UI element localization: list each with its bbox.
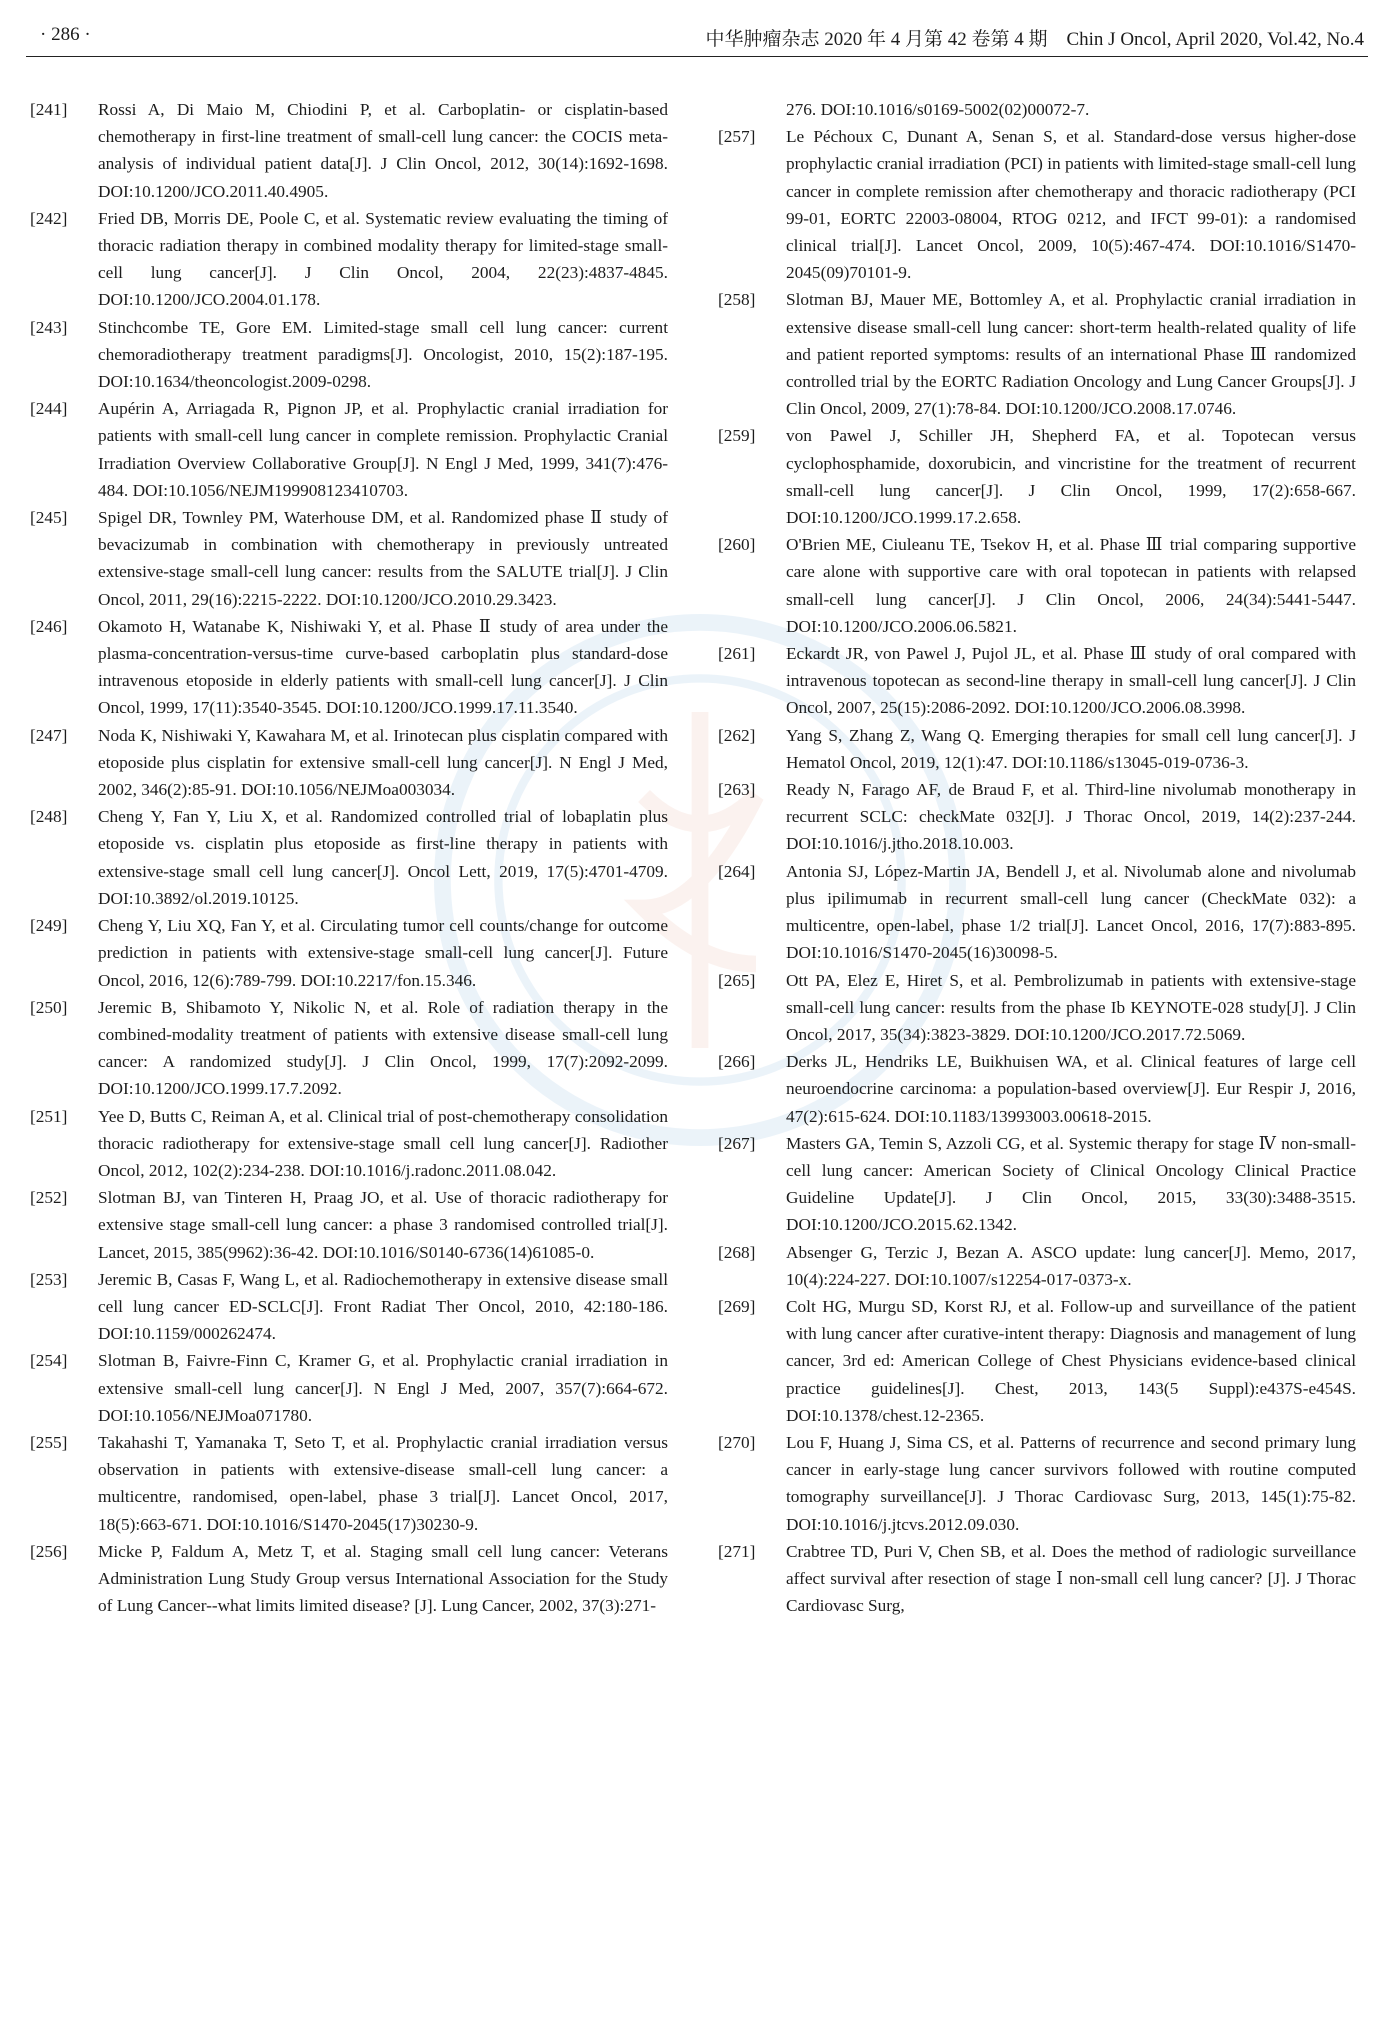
reference-item — [718, 1130, 1356, 1239]
references-left-column — [30, 96, 668, 1619]
reference-item — [718, 1239, 1356, 1293]
reference-text: Masters GA, Temin S, Azzoli CG, et al. Systemic therapy for stage Ⅳ non-small-cell lung cancer: American Society of Clinical Oncology Clinical Practice Guideline Update[J]. J Clin Oncol, 2015, 33(30):3488-3515. DOI:10.1200/JCO.2015.62.1342. — [786, 1133, 1356, 1235]
reference-number: [251] — [30, 1106, 68, 1126]
reference-number: [270] — [718, 1432, 756, 1452]
reference-number: [262] — [718, 725, 756, 745]
reference-text: Absenger G, Terzic J, Bezan A. ASCO update: lung cancer[J]. Memo, 2017, 10(4):224-227. DOI:10.1007/s12254-017-0373-x. — [786, 1242, 1356, 1289]
reference-text: Aupérin A, Arriagada R, Pignon JP, et al. Prophylactic cranial irradiation for patients with small-cell lung cancer in complete remission. Prophylactic Cranial Irradiation Overview Collaborative Group[J]. N Engl J Med, 1999, 341(7):476-484. DOI:10.1056/NEJM199908123410703. — [98, 399, 668, 500]
reference-number: [244] — [30, 399, 68, 419]
reference-number: [252] — [30, 1188, 68, 1208]
reference-text: Yang S, Zhang Z, Wang Q. Emerging therapies for small cell lung cancer[J]. J Hematol Oncol, 2019, 12(1):47. DOI:10.1186/s13045-019-0736-3. — [786, 725, 1356, 772]
reference-item — [718, 422, 1356, 531]
reference-item — [718, 1429, 1356, 1538]
reference-item — [30, 912, 668, 994]
reference-text: Eckardt JR, von Pawel J, Pujol JL, et al. Phase Ⅲ study of oral compared with intravenous topotecan as second-line therapy in small-cell lung cancer[J]. J Clin Oncol, 2007, 25(15):2086-2092. DOI:10.1200/JCO.2006.08.3998. — [786, 644, 1356, 718]
reference-number: [247] — [30, 725, 68, 745]
reference-item — [30, 1538, 668, 1620]
page-number: · 286 · — [40, 24, 91, 45]
reference-text: Ready N, Farago AF, de Braud F, et al. Third-line nivolumab monotherapy in recurrent SCLC: checkMate 032[J]. J Thorac Oncol, 2019, 14(2):237-244. DOI:10.1016/j.jtho.2018.10.003. — [786, 780, 1356, 854]
reference-number: [267] — [718, 1133, 756, 1153]
reference-item — [30, 314, 668, 396]
reference-text: Noda K, Nishiwaki Y, Kawahara M, et al. Irinotecan plus cisplatin compared with etoposide plus cisplatin for extensive small-cell lung cancer[J]. N Engl J Med, 2002, 346(2):85-91. DOI:10.1056/NEJMoa003034. — [98, 725, 668, 800]
reference-text: Slotman B, Faivre-Finn C, Kramer G, et al. Prophylactic cranial irradiation in extensive small-cell lung cancer[J]. N Engl J Med, 2007, 357(7):664-672. DOI:10.1056/NEJMoa071780. — [98, 1351, 668, 1425]
page-header — [26, 22, 1368, 57]
reference-number: [250] — [30, 997, 68, 1017]
reference-number: [269] — [718, 1296, 756, 1316]
reference-number: [268] — [718, 1242, 756, 1262]
reference-number: [245] — [30, 508, 68, 528]
reference-number: [265] — [718, 970, 756, 990]
reference-number: [249] — [30, 916, 68, 936]
reference-number: [261] — [718, 644, 756, 664]
reference-text: Crabtree TD, Puri V, Chen SB, et al. Does the method of radiologic surveillance affect survival after resection of stage Ⅰ non-small cell lung cancer? [J]. J Thorac Cardiovasc Surg, — [786, 1541, 1356, 1616]
reference-number: [257] — [718, 127, 756, 147]
reference-text: Antonia SJ, López-Martin JA, Bendell J, et al. Nivolumab alone and nivolumab plus ipilimumab in recurrent small-cell lung cancer (CheckMate 032): a multicentre, open-label, phase 1/2 trial[J]. Lancet Oncol, 2016, 17(7):883-895. DOI:10.1016/S1470-2045(16)30098-5. — [786, 861, 1356, 963]
reference-number: [246] — [30, 616, 68, 636]
reference-number: [242] — [30, 208, 68, 228]
reference-text: Cheng Y, Liu XQ, Fan Y, et al. Circulating tumor cell counts/change for outcome prediction in patients with extensive-stage small-cell lung cancer[J]. Future Oncol, 2016, 12(6):789-799. DOI:10.2217/fon.15.346. — [98, 916, 668, 990]
reference-item — [30, 395, 668, 504]
reference-item — [718, 286, 1356, 422]
reference-number: [253] — [30, 1269, 68, 1289]
reference-text: Takahashi T, Yamanaka T, Seto T, et al. Prophylactic cranial irradiation versus observation in patients with extensive-disease small-cell lung cancer: a multicentre, randomised, open-label, phase 3 trial[J]. Lancet Oncol, 2017, 18(5):663-671. DOI:10.1016/S1470-2045(17)30230-9. — [98, 1432, 668, 1534]
reference-number: [259] — [718, 426, 756, 446]
reference-text: Lou F, Huang J, Sima CS, et al. Patterns of recurrence and second primary lung cancer in early-stage lung cancer survivors followed with routine computed tomography surveillance[J]. J Thorac Cardiovasc Surg, 2013, 145(1):75-82. DOI:10.1016/j.jtcvs.2012.09.030. — [786, 1432, 1356, 1534]
reference-text: Cheng Y, Fan Y, Liu X, et al. Randomized controlled trial of lobaplatin plus etoposide vs. cisplatin plus etoposide as first-line therapy in patients with extensive-stage small cell lung cancer[J]. Oncol Lett, 2019, 17(5):4701-4709. DOI:10.3892/ol.2019.10125. — [98, 807, 668, 908]
reference-text: Colt HG, Murgu SD, Korst RJ, et al. Follow-up and surveillance of the patient with lung cancer after curative-intent therapy: Diagnosis and management of lung cancer, 3rd ed: American College of Chest Physicians evidence-based clinical practice guidelines[J]. Chest, 2013, 143(5 Suppl):e437S-e454S. DOI:10.1378/chest.12-2365. — [786, 1296, 1356, 1425]
reference-text: Rossi A, Di Maio M, Chiodini P, et al. Carboplatin- or cisplatin-based chemotherapy in first-line treatment of small-cell lung cancer: the COCIS meta-analysis of individual patient data[J]. J Clin Oncol, 2012, 30(14):1692-1698. DOI:10.1200/JCO.2011.40.4905. — [98, 100, 668, 201]
reference-text: Jeremic B, Shibamoto Y, Nikolic N, et al. Role of radiation therapy in the combined-modality treatment of patients with extensive disease small-cell lung cancer: A randomized study[J]. J Clin Oncol, 1999, 17(7):2092-2099. DOI:10.1200/JCO.1999.17.7.2092. — [98, 997, 668, 1099]
reference-number: [254] — [30, 1351, 68, 1371]
reference-text: Slotman BJ, Mauer ME, Bottomley A, et al. Prophylactic cranial irradiation in extensive disease small-cell lung cancer: short-term health-related quality of life and patient reported symptoms: results of an international Phase Ⅲ randomized controlled trial by the EORTC Radiation Oncology and Lung Cancer Groups[J]. J Clin Oncol, 2009, 27(1):78-84. DOI:10.1200/JCO.2008.17.0746. — [786, 290, 1356, 419]
reference-text: Stinchcombe TE, Gore EM. Limited-stage small cell lung cancer: current chemoradiotherapy treatment paradigms[J]. Oncologist, 2010, 15(2):187-195. DOI:10.1634/theoncologist.2009-0298. — [98, 317, 668, 392]
reference-text: Spigel DR, Townley PM, Waterhouse DM, et al. Randomized phase Ⅱ study of bevacizumab in combination with chemotherapy in previously untreated extensive-stage small-cell lung cancer: results from the SALUTE trial[J]. J Clin Oncol, 2011, 29(16):2215-2222. DOI:10.1200/JCO.2010.29.3423. — [98, 508, 668, 609]
reference-continuation: 276. DOI:10.1016/s0169-5002(02)00072-7. — [786, 100, 1090, 119]
reference-number: [271] — [718, 1541, 756, 1561]
reference-text: Micke P, Faldum A, Metz T, et al. Staging small cell lung cancer: Veterans Administration Lung Study Group versus International Association for the Study of Lung Cancer--what limits limited disease? [J]. Lung Cancer, 2002, 37(3):271- — [98, 1541, 668, 1616]
reference-number: [255] — [30, 1432, 68, 1452]
reference-item — [30, 1266, 668, 1348]
reference-text: O'Brien ME, Ciuleanu TE, Tsekov H, et al. Phase Ⅲ trial comparing supportive care alone with supportive care with oral topotecan in patients with relapsed small-cell lung cancer[J]. J Clin Oncol, 2006, 24(34):5441-5447. DOI:10.1200/JCO.2006.06.5821. — [786, 535, 1356, 636]
reference-number: [258] — [718, 290, 756, 310]
reference-item — [30, 803, 668, 912]
reference-item — [718, 967, 1356, 1049]
reference-item — [718, 531, 1356, 640]
reference-text: Yee D, Butts C, Reiman A, et al. Clinical trial of post-chemotherapy consolidation thoracic radiotherapy for extensive-stage small cell lung cancer[J]. Radiother Oncol, 2012, 102(2):234-238. DOI:10.1016/j.radonc.2011.08.042. — [98, 1106, 668, 1180]
reference-item — [30, 722, 668, 804]
reference-item — [30, 205, 668, 314]
reference-text: Slotman BJ, van Tinteren H, Praag JO, et al. Use of thoracic radiotherapy for extensive stage small-cell lung cancer: a phase 3 randomised controlled trial[J]. Lancet, 2015, 385(9962):36-42. DOI:10.1016/S0140-6736(14)61085-0. — [98, 1188, 668, 1262]
reference-item — [30, 1184, 668, 1266]
reference-text: Le Péchoux C, Dunant A, Senan S, et al. Standard-dose versus higher-dose prophylactic cranial irradiation (PCI) in patients with limited-stage small-cell lung cancer in complete remission after chemotherapy and thoracic radiotherapy (PCI 99-01, EORTC 22003-08004, RTOG 0212, and IFCT 99-01): a randomised clinical trial[J]. Lancet Oncol, 2009, 10(5):467-474. DOI:10.1016/S1470-2045(09)70101-9. — [786, 127, 1356, 283]
reference-item — [30, 1429, 668, 1538]
reference-item — [718, 776, 1356, 858]
references-right-column — [718, 96, 1356, 1619]
reference-item — [30, 96, 668, 205]
reference-number: [264] — [718, 861, 756, 881]
reference-number: [241] — [30, 100, 68, 119]
reference-number: [243] — [30, 317, 68, 337]
reference-item — [718, 123, 1356, 286]
reference-number: [248] — [30, 807, 68, 827]
reference-text: Okamoto H, Watanabe K, Nishiwaki Y, et al. Phase Ⅱ study of area under the plasma-concentration-versus-time curve-based carboplatin plus standard-dose intravenous etoposide in elderly patients with small-cell lung cancer[J]. J Clin Oncol, 1999, 17(11):3540-3545. DOI:10.1200/JCO.1999.17.11.3540. — [98, 616, 668, 718]
running-head: 中华肿瘤杂志 2020 年 4 月第 42 卷第 4 期 Chin J Oncol, April 2020, Vol.42, No.4 — [705, 29, 1364, 50]
reference-item — [718, 640, 1356, 722]
reference-number: [256] — [30, 1541, 68, 1561]
reference-number: [260] — [718, 535, 756, 555]
reference-item — [718, 722, 1356, 776]
reference-item — [30, 994, 668, 1103]
reference-item — [718, 1538, 1356, 1620]
reference-item — [30, 1347, 668, 1429]
reference-text: Fried DB, Morris DE, Poole C, et al. Systematic review evaluating the timing of thoracic radiation therapy in combined modality therapy for limited-stage small-cell lung cancer[J]. J Clin Oncol, 2004, 22(23):4837-4845. DOI:10.1200/JCO.2004.01.178. — [98, 208, 668, 310]
reference-item — [30, 1103, 668, 1185]
reference-item — [30, 504, 668, 613]
reference-item — [718, 858, 1356, 967]
reference-item — [718, 1293, 1356, 1429]
reference-text: Jeremic B, Casas F, Wang L, et al. Radiochemotherapy in extensive disease small cell lung cancer ED-SCLC[J]. Front Radiat Ther Oncol, 2010, 42:180-186. DOI:10.1159/000262474. — [98, 1269, 668, 1344]
reference-number: [266] — [718, 1052, 756, 1072]
reference-item — [718, 1048, 1356, 1130]
reference-text: von Pawel J, Schiller JH, Shepherd FA, et al. Topotecan versus cyclophosphamide, doxorubicin, and vincristine for the treatment of recurrent small-cell lung cancer[J]. J Clin Oncol, 1999, 17(2):658-667. DOI:10.1200/JCO.1999.17.2.658. — [786, 426, 1356, 528]
reference-text: Ott PA, Elez E, Hiret S, et al. Pembrolizumab in patients with extensive-stage small-cell lung cancer: results from the phase Ib KEYNOTE-028 study[J]. J Clin Oncol, 2017, 35(34):3823-3829. DOI:10.1200/JCO.2017.72.5069. — [786, 970, 1356, 1044]
reference-number: [263] — [718, 780, 756, 800]
reference-item — [30, 613, 668, 722]
reference-text: Derks JL, Hendriks LE, Buikhuisen WA, et al. Clinical features of large cell neuroendocrine carcinoma: a population-based overview[J]. Eur Respir J, 2016, 47(2):615-624. DOI:10.1183/13993003.00618-2015. — [786, 1052, 1356, 1126]
